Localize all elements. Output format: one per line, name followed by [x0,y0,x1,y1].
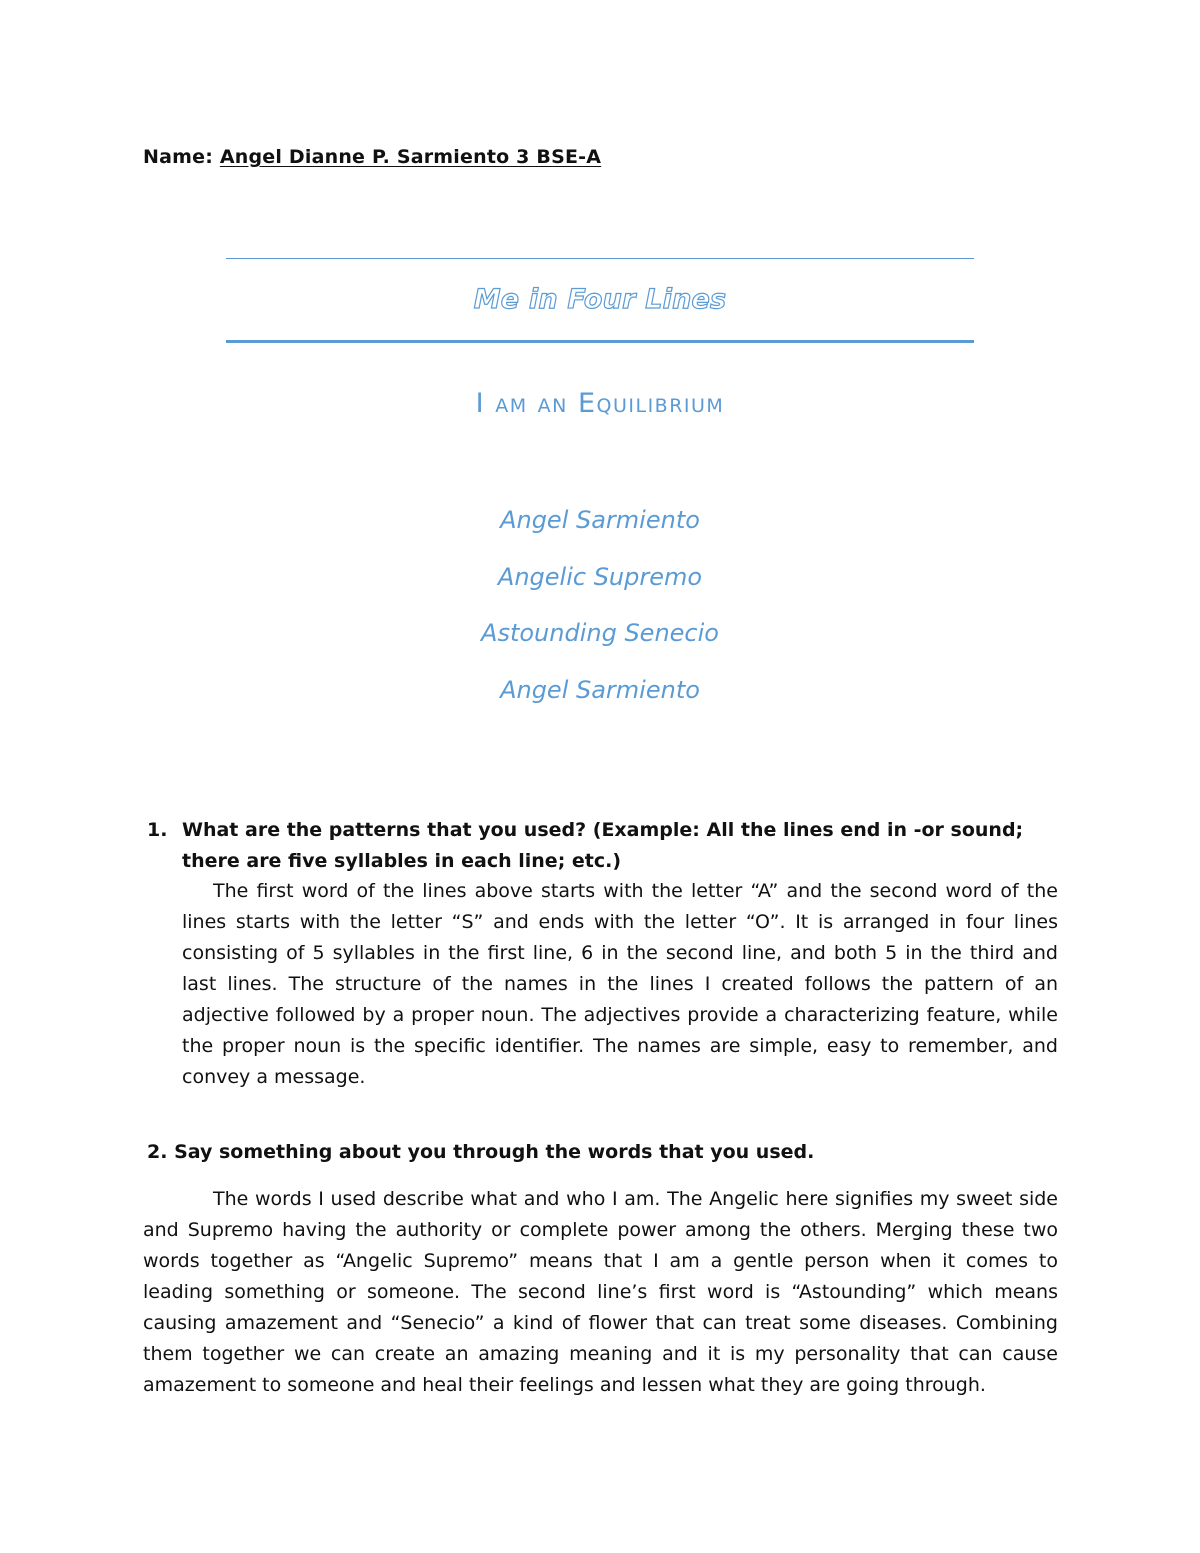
poem [0,500,1200,726]
document-subtitle: I am an Equilibrium [475,388,725,419]
document-title: Me in Four Lines [473,284,727,315]
answer-2: The words I used describe what and who I am. The Angelic here signifies my sweet side and Supremo having the authority or complete power among the others. Merging these two words together as “Angelic Supremo” means that I am a gentle person when it comes to leading something or someone. The second line’s first word is “Astounding” which means causing amazement and “Senecio” a kind of flower that can treat some diseases. Combining them together we can create an amazing meaning and it is my personality that can cause amazement to someone and heal their feelings and lessen what they are going through. [143,1188,1058,1396]
student-name-line [143,146,601,168]
question-text: Say something about you through the words that you used. [174,1141,815,1163]
poem-line: Angel Sarmiento [500,506,700,534]
poem-line: Astounding Senecio [481,619,719,647]
question-1 [147,815,1057,877]
question-text: What are the patterns that you used? (Example: All the lines end in -or sound; there are five syllables in each line; etc.) [182,819,1024,872]
name-label: Name: [143,146,214,168]
question-2 [147,1137,1047,1168]
poem-line: Angel Sarmiento [500,675,700,704]
poem-line: Angelic Supremo [497,562,703,591]
answer-1: The first word of the lines above starts with the letter “A” and the second word of the lines starts with the letter “S” and ends with the letter “O”. It is arranged in four lines consisting of 5 syllables in the first line, 6 in the second line, and both 5 in the third and last lines. The structure of the names in the lines I created follows the pattern of an adjective followed by a proper noun. The adjectives provide a characterizing feature, while the proper noun is the specific identifier. The names are simple, easy to remember, and convey a message. [182,880,1058,1088]
question-number: 2. [147,1141,168,1163]
name-value: Angel Dianne P. Sarmiento 3 BSE-A [219,146,602,168]
title-rule-top [226,258,974,259]
question-number: 1. [147,819,168,841]
title-rule-bottom [226,340,974,343]
